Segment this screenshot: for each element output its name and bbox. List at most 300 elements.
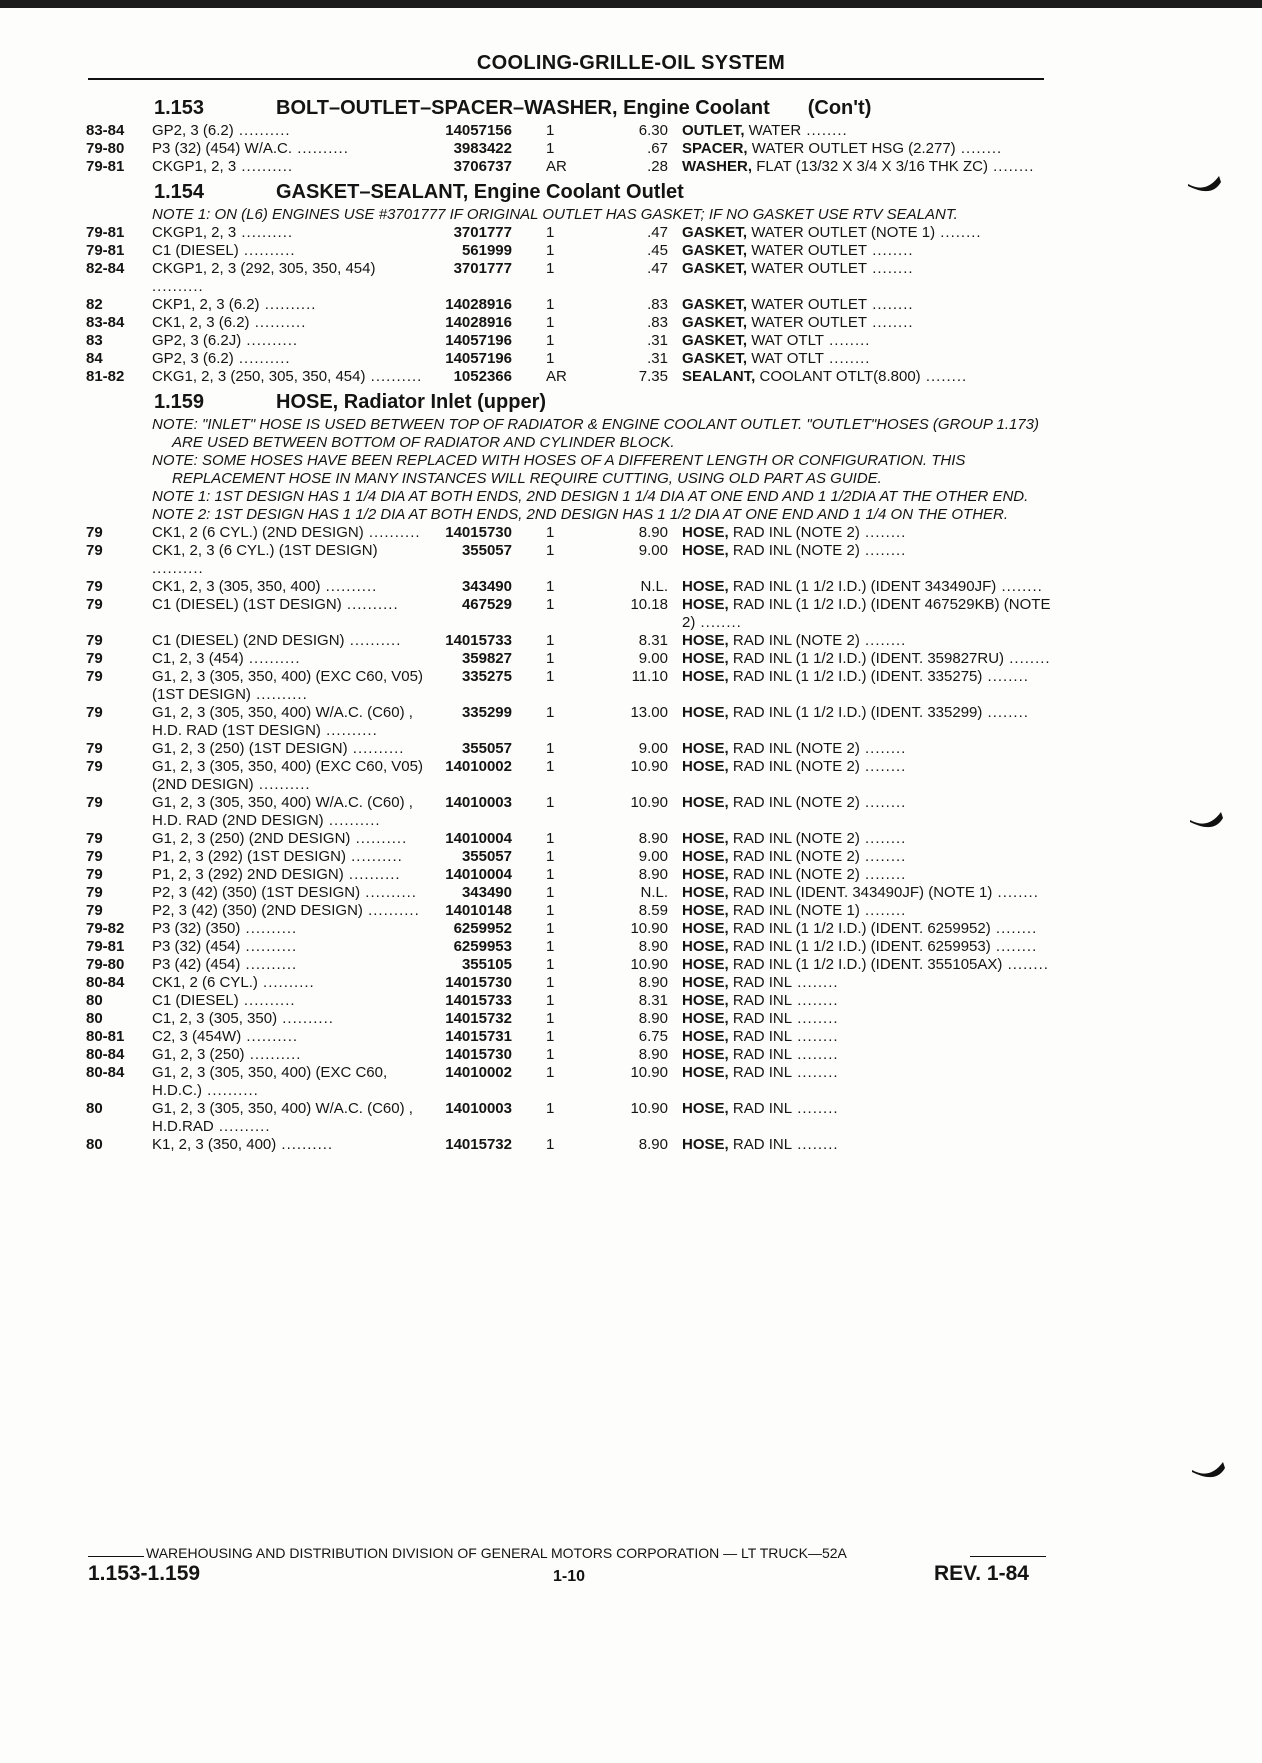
application: P2, 3 (42) (350) (2ND DESIGN): [152, 902, 363, 919]
description-cell: [682, 158, 1052, 176]
part-description: WATER OUTLET HSG (2.277): [751, 140, 956, 157]
part-row: [86, 158, 1046, 176]
continued-label: (Con't): [807, 97, 872, 119]
leader-dots: ........: [990, 938, 1038, 955]
section-number: 1.153: [154, 97, 205, 119]
description-cell: [682, 1028, 1052, 1046]
title-rule: [88, 78, 1044, 80]
model-year: 80-84: [86, 1064, 125, 1081]
application: GP2, 3 (6.2J): [152, 332, 242, 349]
price: 13.00: [630, 704, 668, 721]
leader-dots: ........: [982, 704, 1029, 721]
price: 8.90: [638, 938, 668, 955]
part-description: RAD INL (1 1/2 I.D.) (IDENT. 335275): [732, 668, 983, 685]
description-cell: [682, 350, 1052, 368]
leader-dots: ..........: [233, 122, 291, 139]
price: 10.90: [630, 956, 668, 973]
leader-dots: ........: [792, 1028, 839, 1045]
part-name: HOSE,: [682, 992, 729, 1009]
application: G1, 2, 3 (250) (1ST DESIGN): [152, 740, 348, 757]
section-title: BOLT–OUTLET–SPACER–WASHER, Engine Coolant: [276, 97, 770, 119]
description-cell: [682, 1064, 1052, 1082]
model-year: 79: [86, 650, 103, 667]
price: 10.90: [630, 1100, 668, 1117]
leader-dots: ........: [823, 350, 871, 367]
model-year: 79-80: [86, 956, 125, 973]
price: 8.90: [638, 524, 668, 541]
part-name: GASKET,: [682, 350, 748, 367]
model-year: 79-81: [86, 158, 125, 175]
leader-dots: ........: [859, 632, 907, 649]
leader-dots: ........: [859, 848, 907, 865]
model-year: 79: [86, 542, 103, 559]
model-year: 79-80: [86, 140, 125, 157]
quantity: 1: [546, 632, 555, 649]
quantity: 1: [546, 848, 555, 865]
part-number: 343490: [461, 884, 512, 901]
application: CK1, 2, 3 (6.2): [152, 314, 250, 331]
leader-dots: ..........: [323, 812, 381, 829]
application: CK1, 2, 3 (305, 350, 400): [152, 578, 321, 595]
part-row: [86, 242, 1046, 260]
application: G1, 2, 3 (305, 350, 400) W/A.C. (C60) , H.D. RAD (2ND DESIGN): [152, 794, 413, 829]
price: 8.90: [638, 1136, 668, 1153]
description-cell: [682, 938, 1052, 956]
leader-dots: ..........: [240, 938, 298, 955]
application-cell: [152, 596, 432, 614]
application-cell: [152, 956, 432, 974]
part-number: 3706737: [453, 158, 512, 175]
part-number: 335275: [461, 668, 512, 685]
quantity: 1: [546, 596, 555, 613]
application-cell: [152, 884, 432, 902]
part-row: [86, 1136, 1046, 1154]
part-name: GASKET,: [682, 332, 748, 349]
leader-dots: ........: [792, 1136, 839, 1153]
leader-dots: ........: [859, 758, 907, 775]
part-description: RAD INL: [732, 1136, 793, 1153]
part-description: RAD INL: [732, 974, 793, 991]
description-cell: [682, 578, 1052, 596]
model-year: 79: [86, 704, 103, 721]
part-number: 14010003: [445, 794, 512, 811]
part-row: [86, 830, 1046, 848]
leader-dots: ..........: [347, 740, 405, 757]
description-cell: [682, 1100, 1052, 1118]
application: G1, 2, 3 (305, 350, 400) (EXC C60, V05) (2ND DESIGN): [152, 758, 423, 793]
quantity: 1: [546, 902, 555, 919]
section-note: NOTE 1: ON (L6) ENGINES USE #3701777 IF ORIGINAL OUTLET HAS GASKET; IF NO GASKET USE RTV SEALANT.: [152, 206, 958, 223]
part-number: 14015731: [445, 1028, 512, 1045]
application: P3 (32) (350): [152, 920, 241, 937]
leader-dots: ........: [867, 260, 914, 277]
application-cell: [152, 632, 432, 650]
price: N.L.: [640, 578, 668, 595]
price: 10.90: [630, 794, 668, 811]
price: 8.90: [638, 974, 668, 991]
price: 6.75: [638, 1028, 668, 1045]
part-description: WAT OTLT: [751, 350, 824, 367]
application-cell: [152, 296, 432, 314]
part-number: 14015730: [445, 974, 512, 991]
description-cell: [682, 368, 1052, 386]
application-cell: [152, 974, 432, 992]
application-cell: [152, 668, 432, 704]
application-cell: [152, 1100, 432, 1136]
application-cell: [152, 578, 432, 596]
quantity: 1: [546, 1010, 555, 1027]
leader-dots: ..........: [362, 902, 420, 919]
part-name: HOSE,: [682, 794, 729, 811]
part-name: HOSE,: [682, 956, 729, 973]
quantity: 1: [546, 866, 555, 883]
price: 10.18: [630, 596, 668, 613]
leader-dots: ..........: [152, 278, 204, 295]
model-year: 83: [86, 332, 103, 349]
part-number: 14015732: [445, 1136, 512, 1153]
model-year: 82-84: [86, 260, 125, 277]
part-name: HOSE,: [682, 596, 729, 613]
leader-dots: ........: [867, 242, 914, 259]
part-row: [86, 296, 1046, 314]
part-description: WATER: [748, 122, 802, 139]
application-cell: [152, 350, 432, 368]
binder-clip-mark-2: [1188, 808, 1224, 834]
quantity: 1: [546, 140, 555, 157]
part-row: [86, 704, 1046, 740]
leader-dots: ..........: [241, 1028, 299, 1045]
part-name: HOSE,: [682, 740, 729, 757]
leader-dots: ..........: [365, 368, 423, 385]
part-name: WASHER,: [682, 158, 753, 175]
quantity: 1: [546, 956, 555, 973]
application-cell: [152, 992, 432, 1010]
part-name: GASKET,: [682, 296, 748, 313]
leader-dots: ........: [992, 884, 1039, 901]
part-number: 14010003: [445, 1100, 512, 1117]
part-row: [86, 350, 1046, 368]
part-number: 6259952: [453, 920, 512, 937]
model-year: 79-81: [86, 938, 125, 955]
part-number: 14015733: [445, 992, 512, 1009]
footer-section-range: 1.153-1.159: [88, 1562, 201, 1585]
quantity: 1: [546, 884, 555, 901]
application: G1, 2, 3 (305, 350, 400) W/A.C. (C60) , H.D.RAD: [152, 1100, 413, 1135]
leader-dots: ..........: [238, 242, 296, 259]
model-year: 79-81: [86, 242, 125, 259]
part-name: GASKET,: [682, 242, 748, 259]
part-row: [86, 1010, 1046, 1028]
part-row: [86, 368, 1046, 386]
part-description: RAD INL (1 1/2 I.D.) (IDENT. 6259953): [732, 938, 991, 955]
price: 8.31: [638, 992, 668, 1009]
model-year: 80: [86, 1100, 103, 1117]
section-title: GASKET–SEALANT, Engine Coolant Outlet: [276, 181, 684, 203]
quantity: 1: [546, 740, 555, 757]
model-year: 79: [86, 668, 103, 685]
leader-dots: ........: [859, 866, 907, 883]
application: P3 (32) (454): [152, 938, 241, 955]
part-number: 14015730: [445, 1046, 512, 1063]
leader-dots: ..........: [253, 776, 311, 793]
part-row: [86, 758, 1046, 794]
part-description: RAD INL (NOTE 2): [732, 740, 860, 757]
part-number: 561999: [461, 242, 512, 259]
application: CK1, 2 (6 CYL.): [152, 974, 258, 991]
quantity: 1: [546, 296, 555, 313]
model-year: 79: [86, 596, 103, 613]
part-row: [86, 884, 1046, 902]
application-cell: [152, 542, 432, 578]
quantity: 1: [546, 260, 555, 277]
description-cell: [682, 140, 1052, 158]
leader-dots: ..........: [320, 578, 378, 595]
part-name: HOSE,: [682, 866, 729, 883]
part-number: 14015732: [445, 1010, 512, 1027]
quantity: AR: [546, 158, 567, 175]
description-cell: [682, 956, 1052, 974]
price: .31: [647, 332, 668, 349]
quantity: 1: [546, 992, 555, 1009]
leader-dots: ..........: [341, 596, 399, 613]
application-cell: [152, 242, 432, 260]
application-cell: [152, 650, 432, 668]
part-description: RAD INL (1 1/2 I.D.) (IDENT 343490JF): [732, 578, 997, 595]
application-cell: [152, 1136, 432, 1154]
description-cell: [682, 902, 1052, 920]
application-cell: [152, 524, 432, 542]
description-cell: [682, 758, 1052, 776]
part-name: HOSE,: [682, 938, 729, 955]
model-year: 80: [86, 1010, 103, 1027]
part-name: GASKET,: [682, 314, 748, 331]
leader-dots: ..........: [360, 884, 417, 901]
part-number: 3701777: [453, 224, 512, 241]
leader-dots: ........: [792, 974, 839, 991]
model-year: 79: [86, 902, 103, 919]
leader-dots: ........: [935, 224, 982, 241]
model-year: 79: [86, 740, 103, 757]
part-number: 14015730: [445, 524, 512, 541]
application-cell: [152, 938, 432, 956]
part-description: RAD INL (NOTE 2): [732, 758, 860, 775]
model-year: 79-81: [86, 224, 125, 241]
price: 7.35: [638, 368, 668, 385]
application: G1, 2, 3 (305, 350, 400) W/A.C. (C60) , H.D. RAD (1ST DESIGN): [152, 704, 413, 739]
model-year: 79: [86, 866, 103, 883]
quantity: 1: [546, 578, 555, 595]
application: C1 (DIESEL): [152, 242, 239, 259]
price: .47: [647, 224, 668, 241]
application-cell: [152, 740, 432, 758]
leader-dots: ..........: [202, 1082, 259, 1099]
application: CKP1, 2, 3 (6.2): [152, 296, 260, 313]
part-name: HOSE,: [682, 542, 729, 559]
model-year: 80-84: [86, 974, 125, 991]
price: 8.90: [638, 1046, 668, 1063]
application-cell: [152, 794, 432, 830]
leader-dots: ..........: [344, 632, 402, 649]
price: .83: [647, 296, 668, 313]
leader-dots: ..........: [250, 686, 308, 703]
model-year: 79: [86, 758, 103, 775]
model-year: 83-84: [86, 314, 125, 331]
description-cell: [682, 296, 1052, 314]
description-cell: [682, 524, 1052, 542]
application: P3 (42) (454): [152, 956, 241, 973]
model-year: 80: [86, 992, 103, 1009]
part-row: [86, 260, 1046, 296]
description-cell: [682, 1010, 1052, 1028]
part-description: WATER OUTLET: [751, 314, 868, 331]
part-description: RAD INL: [732, 1046, 793, 1063]
leader-dots: ........: [792, 992, 839, 1009]
description-cell: [682, 122, 1052, 140]
footer-publisher: WAREHOUSING AND DISTRIBUTION DIVISION OF GENERAL MOTORS CORPORATION — LT TRUCK—52A: [146, 1545, 847, 1561]
price: 8.90: [638, 1010, 668, 1027]
part-description: RAD INL (NOTE 2): [732, 866, 860, 883]
section-note: NOTE: "INLET" HOSE IS USED BETWEEN TOP OF RADIATOR & ENGINE COOLANT OUTLET. "OUTLET"HOSES (GROUP 1.173) ARE USED BETWEEN BOTTOM OF RADIATOR AND CYLINDER BLOCK.: [152, 416, 1040, 451]
application-cell: [152, 830, 432, 848]
part-name: HOSE,: [682, 650, 729, 667]
part-number: 14028916: [445, 314, 512, 331]
application-cell: [152, 704, 432, 740]
quantity: 1: [546, 830, 555, 847]
price: 10.90: [630, 758, 668, 775]
leader-dots: ..........: [276, 1136, 334, 1153]
application-cell: [152, 332, 432, 350]
part-name: GASKET,: [682, 260, 748, 277]
part-name: HOSE,: [682, 920, 729, 937]
leader-dots: ..........: [240, 920, 298, 937]
part-description: RAD INL: [732, 1010, 793, 1027]
description-cell: [682, 974, 1052, 992]
leader-dots: ........: [920, 368, 968, 385]
description-cell: [682, 668, 1052, 686]
part-name: HOSE,: [682, 758, 729, 775]
description-cell: [682, 704, 1052, 722]
part-number: 14010148: [445, 902, 512, 919]
application-cell: [152, 1028, 432, 1046]
description-cell: [682, 1046, 1052, 1064]
part-number: 355057: [461, 542, 512, 559]
description-cell: [682, 314, 1052, 332]
leader-dots: ..........: [343, 866, 401, 883]
application: P1, 2, 3 (292) 2ND DESIGN): [152, 866, 344, 883]
application: C1, 2, 3 (454): [152, 650, 244, 667]
price: .67: [647, 140, 668, 157]
leader-dots: ........: [867, 314, 914, 331]
description-cell: [682, 596, 1052, 632]
application-cell: [152, 902, 432, 920]
application-cell: [152, 260, 432, 296]
quantity: 1: [546, 122, 555, 139]
quantity: 1: [546, 794, 555, 811]
quantity: AR: [546, 368, 567, 385]
binder-clip-mark-3: [1190, 1458, 1226, 1484]
part-name: HOSE,: [682, 1064, 729, 1081]
price: 9.00: [638, 848, 668, 865]
price: 9.00: [638, 650, 668, 667]
leader-dots: ..........: [292, 140, 349, 157]
part-row: [86, 1064, 1046, 1100]
application-cell: [152, 866, 432, 884]
description-cell: [682, 830, 1052, 848]
part-description: RAD INL: [732, 1028, 793, 1045]
application-cell: [152, 224, 432, 242]
leader-dots: ........: [859, 794, 907, 811]
application-cell: [152, 920, 432, 938]
application: CKGP1, 2, 3: [152, 224, 237, 241]
leader-dots: ........: [990, 920, 1038, 937]
part-row: [86, 902, 1046, 920]
part-row: [86, 920, 1046, 938]
footer-revision: REV. 1-84: [934, 1562, 1029, 1585]
description-cell: [682, 866, 1052, 884]
model-year: 79: [86, 848, 103, 865]
part-description: WAT OTLT: [751, 332, 824, 349]
application: CKGP1, 2, 3 (292, 305, 350, 454): [152, 260, 376, 277]
part-row: [86, 140, 1046, 158]
leader-dots: ........: [801, 122, 848, 139]
quantity: 1: [546, 350, 555, 367]
quantity: 1: [546, 524, 555, 541]
part-row: [86, 992, 1046, 1010]
leader-dots: ........: [1002, 956, 1049, 973]
quantity: 1: [546, 332, 555, 349]
section-heading: [86, 94, 1046, 122]
leader-dots: ..........: [241, 332, 299, 349]
part-row: [86, 668, 1046, 704]
part-name: HOSE,: [682, 1046, 729, 1063]
model-year: 84: [86, 350, 103, 367]
leader-dots: ........: [1004, 650, 1051, 667]
leader-dots: ........: [996, 578, 1043, 595]
model-year: 82: [86, 296, 103, 313]
part-name: GASKET,: [682, 224, 748, 241]
quantity: 1: [546, 1100, 555, 1117]
leader-dots: ..........: [345, 848, 403, 865]
model-year: 79-82: [86, 920, 125, 937]
part-name: HOSE,: [682, 884, 729, 901]
price: 8.59: [638, 902, 668, 919]
part-name: HOSE,: [682, 1028, 729, 1045]
leader-dots: ..........: [249, 314, 307, 331]
part-name: HOSE,: [682, 974, 729, 991]
part-number: 355057: [461, 740, 512, 757]
model-year: 79: [86, 794, 103, 811]
part-description: RAD INL: [732, 1064, 793, 1081]
leader-dots: ........: [859, 830, 907, 847]
part-row: [86, 740, 1046, 758]
leader-dots: ........: [859, 902, 907, 919]
part-row: [86, 974, 1046, 992]
part-number: 14015733: [445, 632, 512, 649]
application: G1, 2, 3 (250): [152, 1046, 245, 1063]
leader-dots: ........: [955, 140, 1003, 157]
model-year: 83-84: [86, 122, 125, 139]
leader-dots: ........: [859, 740, 907, 757]
price: 11.10: [631, 668, 668, 685]
quantity: 1: [546, 704, 555, 721]
section-note: NOTE 2: 1ST DESIGN HAS 1 1/2 DIA AT BOTH ENDS, 2ND DESIGN HAS 1 1/2 DIA AT ONE END AND 1 1/4 ON THE OTHER.: [152, 506, 1009, 523]
leader-dots: ..........: [363, 524, 421, 541]
part-description: WATER OUTLET: [751, 296, 868, 313]
section-heading: [86, 388, 1046, 416]
application: K1, 2, 3 (350, 400): [152, 1136, 277, 1153]
part-description: WATER OUTLET: [751, 242, 868, 259]
leader-dots: ..........: [152, 560, 204, 577]
